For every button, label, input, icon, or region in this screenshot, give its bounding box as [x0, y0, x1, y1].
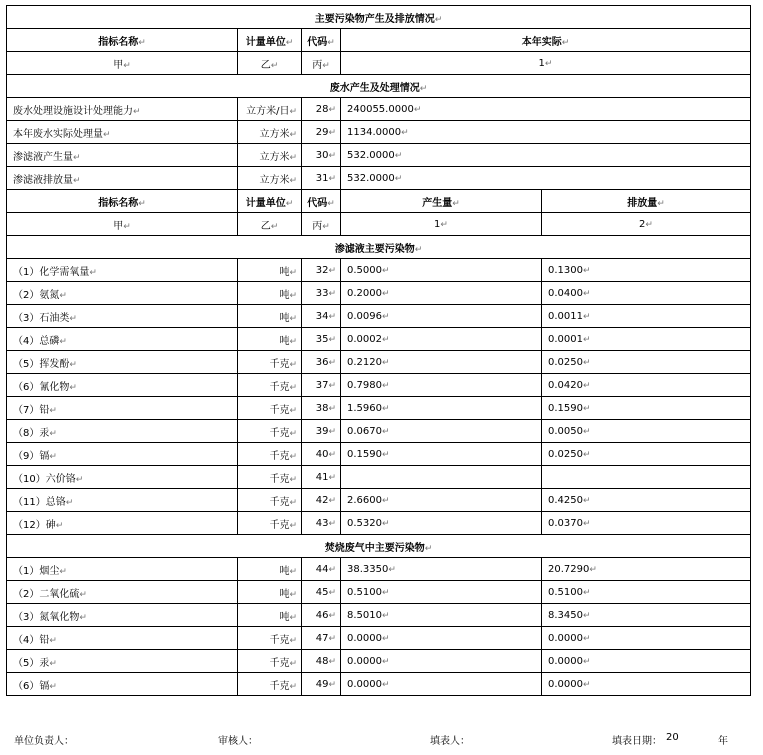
produced-value: 0.0000	[347, 678, 382, 690]
paragraph-mark-icon: ↵	[289, 681, 297, 692]
indicator-name: （6）氰化物	[13, 381, 70, 393]
paragraph-mark-icon: ↵	[49, 635, 57, 646]
paragraph-mark-icon: ↵	[382, 288, 390, 299]
header-indicator-name: 指标名称	[98, 36, 139, 48]
legend-d: 1	[434, 218, 441, 230]
paragraph-mark-icon: ↵	[327, 37, 335, 48]
indicator-name: （7）铅	[13, 404, 50, 416]
paragraph-mark-icon: ↵	[583, 449, 591, 460]
paragraph-mark-icon: ↵	[328, 380, 336, 391]
code-cell: 43	[315, 517, 329, 529]
code-cell: 40	[315, 448, 329, 460]
emitted-value: 0.0000	[548, 678, 583, 690]
paragraph-mark-icon: ↵	[133, 106, 141, 117]
paragraph-mark-icon: ↵	[123, 60, 131, 71]
paragraph-mark-icon: ↵	[285, 198, 294, 209]
paragraph-mark-icon: ↵	[89, 267, 97, 278]
paragraph-mark-icon: ↵	[328, 449, 336, 460]
paragraph-mark-icon: ↵	[328, 311, 336, 322]
indicator-name: （1）烟尘	[13, 565, 60, 577]
paragraph-mark-icon: ↵	[424, 543, 433, 554]
paragraph-mark-icon: ↵	[583, 403, 591, 414]
emitted-value: 20.7290	[548, 563, 590, 575]
paragraph-mark-icon: ↵	[49, 681, 57, 692]
paragraph-mark-icon: ↵	[328, 127, 336, 138]
table-row	[7, 420, 751, 443]
paragraph-mark-icon: ↵	[328, 656, 336, 667]
signature-footer	[6, 732, 750, 748]
paragraph-mark-icon: ↵	[382, 334, 390, 345]
header-unit: 计量单位	[245, 36, 286, 48]
paragraph-mark-icon: ↵	[289, 428, 297, 439]
produced-value: 0.2120	[347, 356, 382, 368]
legend-a: 甲	[113, 59, 124, 71]
code-cell: 36	[315, 356, 329, 368]
indicator-name: 渗滤液排放量	[13, 174, 73, 186]
produced-value: 8.5010	[347, 609, 382, 621]
paragraph-mark-icon: ↵	[103, 129, 111, 140]
section-title-row	[7, 535, 751, 558]
paragraph-mark-icon: ↵	[328, 334, 336, 345]
paragraph-mark-icon: ↵	[289, 405, 297, 416]
code-cell: 31	[315, 172, 329, 184]
legend-b: 乙	[260, 59, 271, 71]
paragraph-mark-icon: ↵	[328, 610, 336, 621]
paragraph-mark-icon: ↵	[434, 14, 443, 25]
code-cell: 39	[315, 425, 329, 437]
header-annual-actual: 本年实际	[521, 36, 562, 48]
unit-cell: 千克	[269, 634, 290, 646]
code-cell: 48	[315, 655, 329, 667]
emitted-value: 0.0250	[548, 448, 583, 460]
paragraph-mark-icon: ↵	[59, 566, 67, 577]
paragraph-mark-icon: ↵	[289, 474, 297, 485]
produced-value: 0.7980	[347, 379, 382, 391]
table-row	[7, 328, 751, 351]
indicator-name: （10）六价铬	[13, 473, 76, 485]
paragraph-mark-icon: ↵	[49, 451, 57, 462]
produced-value: 1.5960	[347, 402, 382, 414]
paragraph-mark-icon: ↵	[583, 357, 591, 368]
unit-cell: 千克	[269, 473, 290, 485]
paragraph-mark-icon: ↵	[382, 403, 390, 414]
legend-row	[7, 213, 751, 236]
paragraph-mark-icon: ↵	[328, 265, 336, 276]
paragraph-mark-icon: ↵	[382, 449, 390, 460]
code-cell: 35	[315, 333, 329, 345]
code-cell: 38	[315, 402, 329, 414]
table-row	[7, 581, 751, 604]
paragraph-mark-icon: ↵	[583, 656, 591, 667]
paragraph-mark-icon: ↵	[123, 221, 131, 232]
indicator-name: （4）总磷	[13, 335, 60, 347]
paragraph-mark-icon: ↵	[289, 520, 297, 531]
code-cell: 30	[315, 149, 329, 161]
paragraph-mark-icon: ↵	[289, 267, 297, 278]
paragraph-mark-icon: ↵	[583, 587, 591, 598]
table-row	[7, 144, 751, 167]
paragraph-mark-icon: ↵	[394, 150, 403, 161]
table-row	[7, 489, 751, 512]
paragraph-mark-icon: ↵	[289, 290, 297, 301]
paragraph-mark-icon: ↵	[328, 587, 336, 598]
table-row	[7, 98, 751, 121]
legend-a: 甲	[113, 220, 124, 232]
table-row	[7, 650, 751, 673]
code-cell: 33	[315, 287, 329, 299]
paragraph-mark-icon: ↵	[285, 37, 294, 48]
unit-cell: 吨	[279, 588, 290, 600]
paragraph-mark-icon: ↵	[75, 474, 84, 485]
paragraph-mark-icon: ↵	[322, 221, 330, 232]
paragraph-mark-icon: ↵	[583, 518, 591, 529]
paragraph-mark-icon: ↵	[561, 37, 570, 48]
paragraph-mark-icon: ↵	[289, 566, 297, 577]
indicator-name: （8）汞	[13, 427, 50, 439]
paragraph-mark-icon: ↵	[589, 564, 597, 575]
paragraph-mark-icon: ↵	[382, 610, 390, 621]
date-year-prefix: 20	[666, 732, 679, 743]
unit-cell: 吨	[279, 611, 290, 623]
indicator-name: （6）镉	[13, 680, 50, 692]
table-row	[7, 604, 751, 627]
paragraph-mark-icon: ↵	[289, 152, 297, 163]
paragraph-mark-icon: ↵	[440, 219, 448, 230]
section-title: 焚烧废气中主要污染物	[324, 542, 425, 554]
unit-cell: 千克	[269, 381, 290, 393]
section-title-row	[7, 236, 751, 259]
unit-cell: 千克	[269, 427, 290, 439]
emitted-value: 0.0250	[548, 356, 583, 368]
paragraph-mark-icon: ↵	[289, 658, 297, 669]
unit-cell: 千克	[269, 680, 290, 692]
section-title: 废水产生及处理情况	[329, 82, 420, 94]
unit-cell: 千克	[269, 358, 290, 370]
header-indicator-name: 指标名称	[98, 197, 139, 209]
unit-cell: 吨	[279, 289, 290, 301]
paragraph-mark-icon: ↵	[452, 198, 460, 209]
paragraph-mark-icon: ↵	[382, 633, 390, 644]
unit-cell: 吨	[279, 266, 290, 278]
header-emitted: 排放量	[627, 197, 658, 209]
table-body	[7, 6, 751, 696]
paragraph-mark-icon: ↵	[382, 265, 390, 276]
paragraph-mark-icon: ↵	[388, 564, 396, 575]
paragraph-mark-icon: ↵	[59, 290, 67, 301]
indicator-name: （4）铅	[13, 634, 50, 646]
header-code: 代码	[307, 197, 328, 209]
paragraph-mark-icon: ↵	[583, 265, 591, 276]
indicator-name: 本年废水实际处理量	[13, 128, 103, 140]
paragraph-mark-icon: ↵	[382, 587, 390, 598]
legend-e: 2	[639, 218, 646, 230]
indicator-name: （11）总铬	[13, 496, 66, 508]
paragraph-mark-icon: ↵	[289, 129, 297, 140]
code-cell: 49	[315, 678, 329, 690]
indicator-name: （3）石油类	[13, 312, 70, 324]
preparer-label: 填表人：	[430, 736, 470, 747]
paragraph-mark-icon: ↵	[414, 244, 423, 255]
table-row	[7, 397, 751, 420]
unit-cell: 吨	[279, 312, 290, 324]
paragraph-mark-icon: ↵	[413, 104, 422, 115]
section-title: 主要污染物产生及排放情况	[314, 13, 435, 25]
paragraph-mark-icon: ↵	[55, 520, 64, 531]
actual-value: 532.0000	[347, 172, 395, 184]
code-cell: 44	[315, 563, 329, 575]
paragraph-mark-icon: ↵	[419, 83, 428, 94]
legend-c: 丙	[312, 59, 323, 71]
legend-row	[7, 52, 751, 75]
emitted-value: 8.3450	[548, 609, 583, 621]
produced-value: 0.5000	[347, 264, 382, 276]
table-row	[7, 627, 751, 650]
paragraph-mark-icon: ↵	[328, 518, 336, 529]
emitted-value: 0.0370	[548, 517, 583, 529]
code-cell: 37	[315, 379, 329, 391]
paragraph-mark-icon: ↵	[544, 58, 553, 69]
header-row	[7, 190, 751, 213]
produced-value: 0.5320	[347, 517, 382, 529]
paragraph-mark-icon: ↵	[382, 518, 390, 529]
legend-b: 乙	[260, 220, 271, 232]
produced-value: 0.0670	[347, 425, 382, 437]
code-cell: 45	[315, 586, 329, 598]
table-row	[7, 167, 751, 190]
paragraph-mark-icon: ↵	[65, 497, 74, 508]
table-row	[7, 673, 751, 696]
paragraph-mark-icon: ↵	[69, 382, 77, 393]
paragraph-mark-icon: ↵	[657, 198, 665, 209]
code-cell: 32	[315, 264, 329, 276]
legend-d: 1	[538, 57, 545, 69]
report-sheet	[6, 5, 750, 725]
indicator-name: （9）镉	[13, 450, 50, 462]
unit-cell: 千克	[269, 657, 290, 669]
paragraph-mark-icon: ↵	[583, 610, 591, 621]
emitted-value: 0.5100	[548, 586, 583, 598]
code-cell: 46	[315, 609, 329, 621]
produced-value: 0.0000	[347, 655, 382, 667]
paragraph-mark-icon: ↵	[289, 589, 297, 600]
table-row	[7, 443, 751, 466]
emitted-value: 0.0000	[548, 632, 583, 644]
unit-cell: 立方米	[259, 174, 290, 186]
produced-value: 38.3350	[347, 563, 389, 575]
paragraph-mark-icon: ↵	[583, 334, 591, 345]
paragraph-mark-icon: ↵	[382, 311, 390, 322]
code-cell: 41	[315, 471, 329, 483]
indicator-name: 废水处理设施设计处理能力	[13, 105, 133, 117]
produced-value: 0.2000	[347, 287, 382, 299]
paragraph-mark-icon: ↵	[289, 359, 297, 370]
paragraph-mark-icon: ↵	[583, 426, 591, 437]
section-title-row	[7, 75, 751, 98]
header-code: 代码	[307, 36, 328, 48]
paragraph-mark-icon: ↵	[328, 403, 336, 414]
paragraph-mark-icon: ↵	[583, 288, 591, 299]
paragraph-mark-icon: ↵	[327, 198, 335, 209]
paragraph-mark-icon: ↵	[394, 173, 403, 184]
table-row	[7, 259, 751, 282]
legend-c: 丙	[312, 220, 323, 232]
table-row	[7, 466, 751, 489]
paragraph-mark-icon: ↵	[328, 150, 336, 161]
emitted-value: 0.1590	[548, 402, 583, 414]
unit-cell: 千克	[269, 519, 290, 531]
emitted-value: 0.0420	[548, 379, 583, 391]
header-produced: 产生量	[422, 197, 453, 209]
paragraph-mark-icon: ↵	[328, 173, 336, 184]
emitted-value: 0.4250	[548, 494, 583, 506]
paragraph-mark-icon: ↵	[289, 497, 297, 508]
paragraph-mark-icon: ↵	[79, 589, 87, 600]
paragraph-mark-icon: ↵	[289, 175, 297, 186]
section-title-row	[7, 6, 751, 29]
table-row	[7, 351, 751, 374]
unit-cell: 立方米/日	[246, 105, 290, 117]
indicator-name: （1）化学需氧量	[13, 266, 90, 278]
paragraph-mark-icon: ↵	[73, 152, 81, 163]
table-row	[7, 374, 751, 397]
paragraph-mark-icon: ↵	[583, 633, 591, 644]
paragraph-mark-icon: ↵	[382, 679, 390, 690]
table-row	[7, 305, 751, 328]
paragraph-mark-icon: ↵	[645, 219, 653, 230]
paragraph-mark-icon: ↵	[289, 451, 297, 462]
produced-value: 0.0002	[347, 333, 382, 345]
paragraph-mark-icon: ↵	[138, 198, 146, 209]
paragraph-mark-icon: ↵	[382, 426, 390, 437]
paragraph-mark-icon: ↵	[289, 635, 297, 646]
code-cell: 29	[315, 126, 329, 138]
indicator-name: （5）汞	[13, 657, 50, 669]
paragraph-mark-icon: ↵	[49, 658, 57, 669]
produced-value: 2.6600	[347, 494, 382, 506]
paragraph-mark-icon: ↵	[69, 313, 77, 324]
paragraph-mark-icon: ↵	[289, 382, 297, 393]
code-cell: 34	[315, 310, 329, 322]
table-row	[7, 282, 751, 305]
actual-value: 532.0000	[347, 149, 395, 161]
produced-value: 0.5100	[347, 586, 382, 598]
produced-value: 0.0096	[347, 310, 382, 322]
paragraph-mark-icon: ↵	[270, 60, 279, 71]
produced-value: 0.1590	[347, 448, 382, 460]
paragraph-mark-icon: ↵	[382, 656, 390, 667]
emitted-value: 0.0400	[548, 287, 583, 299]
emitted-value: 0.0001	[548, 333, 583, 345]
paragraph-mark-icon: ↵	[289, 336, 297, 347]
paragraph-mark-icon: ↵	[382, 495, 390, 506]
emitted-value: 0.0011	[548, 310, 583, 322]
emitted-value: 0.0050	[548, 425, 583, 437]
paragraph-mark-icon: ↵	[328, 288, 336, 299]
paragraph-mark-icon: ↵	[73, 175, 81, 186]
paragraph-mark-icon: ↵	[270, 221, 279, 232]
unit-cell: 千克	[269, 404, 290, 416]
paragraph-mark-icon: ↵	[583, 495, 591, 506]
pollutant-table	[6, 5, 751, 696]
paragraph-mark-icon: ↵	[79, 612, 87, 623]
paragraph-mark-icon: ↵	[289, 106, 297, 117]
paragraph-mark-icon: ↵	[322, 60, 330, 71]
paragraph-mark-icon: ↵	[583, 311, 591, 322]
unit-cell: 立方米	[259, 151, 290, 163]
paragraph-mark-icon: ↵	[289, 612, 297, 623]
table-row	[7, 512, 751, 535]
indicator-name: （2）二氧化硫	[13, 588, 80, 600]
unit-head-label: 单位负责人：	[14, 736, 74, 747]
paragraph-mark-icon: ↵	[289, 313, 297, 324]
code-cell: 47	[315, 632, 329, 644]
paragraph-mark-icon: ↵	[328, 495, 336, 506]
indicator-name: 渗滤液产生量	[13, 151, 73, 163]
reviewer-label: 审核人：	[218, 736, 258, 747]
unit-cell: 千克	[269, 450, 290, 462]
unit-cell: 千克	[269, 496, 290, 508]
year-char: 年	[718, 736, 728, 747]
indicator-name: （5）挥发酚	[13, 358, 70, 370]
paragraph-mark-icon: ↵	[382, 357, 390, 368]
paragraph-mark-icon: ↵	[59, 336, 67, 347]
paragraph-mark-icon: ↵	[49, 405, 57, 416]
unit-cell: 吨	[279, 565, 290, 577]
unit-cell: 吨	[279, 335, 290, 347]
paragraph-mark-icon: ↵	[69, 359, 77, 370]
code-cell: 42	[315, 494, 329, 506]
emitted-value: 0.1300	[548, 264, 583, 276]
paragraph-mark-icon: ↵	[583, 380, 591, 391]
paragraph-mark-icon: ↵	[328, 472, 336, 483]
actual-value: 240055.0000	[347, 103, 414, 115]
header-unit: 计量单位	[245, 197, 286, 209]
paragraph-mark-icon: ↵	[328, 426, 336, 437]
paragraph-mark-icon: ↵	[328, 564, 336, 575]
paragraph-mark-icon: ↵	[138, 37, 146, 48]
actual-value: 1134.0000	[347, 126, 402, 138]
table-row	[7, 121, 751, 144]
indicator-name: （3）氮氧化物	[13, 611, 80, 623]
header-row	[7, 29, 751, 52]
emitted-value: 0.0000	[548, 655, 583, 667]
date-label: 填表日期：	[612, 736, 662, 747]
paragraph-mark-icon: ↵	[328, 679, 336, 690]
unit-cell: 立方米	[259, 128, 290, 140]
table-row	[7, 558, 751, 581]
paragraph-mark-icon: ↵	[583, 679, 591, 690]
section-title: 渗滤液主要污染物	[334, 243, 415, 255]
paragraph-mark-icon: ↵	[382, 380, 390, 391]
indicator-name: （12）砷	[13, 519, 56, 531]
paragraph-mark-icon: ↵	[49, 428, 57, 439]
paragraph-mark-icon: ↵	[401, 127, 409, 138]
code-cell: 28	[315, 103, 329, 115]
paragraph-mark-icon: ↵	[328, 357, 336, 368]
paragraph-mark-icon: ↵	[328, 104, 336, 115]
indicator-name: （2）氨氮	[13, 289, 60, 301]
produced-value: 0.0000	[347, 632, 382, 644]
paragraph-mark-icon: ↵	[328, 633, 336, 644]
